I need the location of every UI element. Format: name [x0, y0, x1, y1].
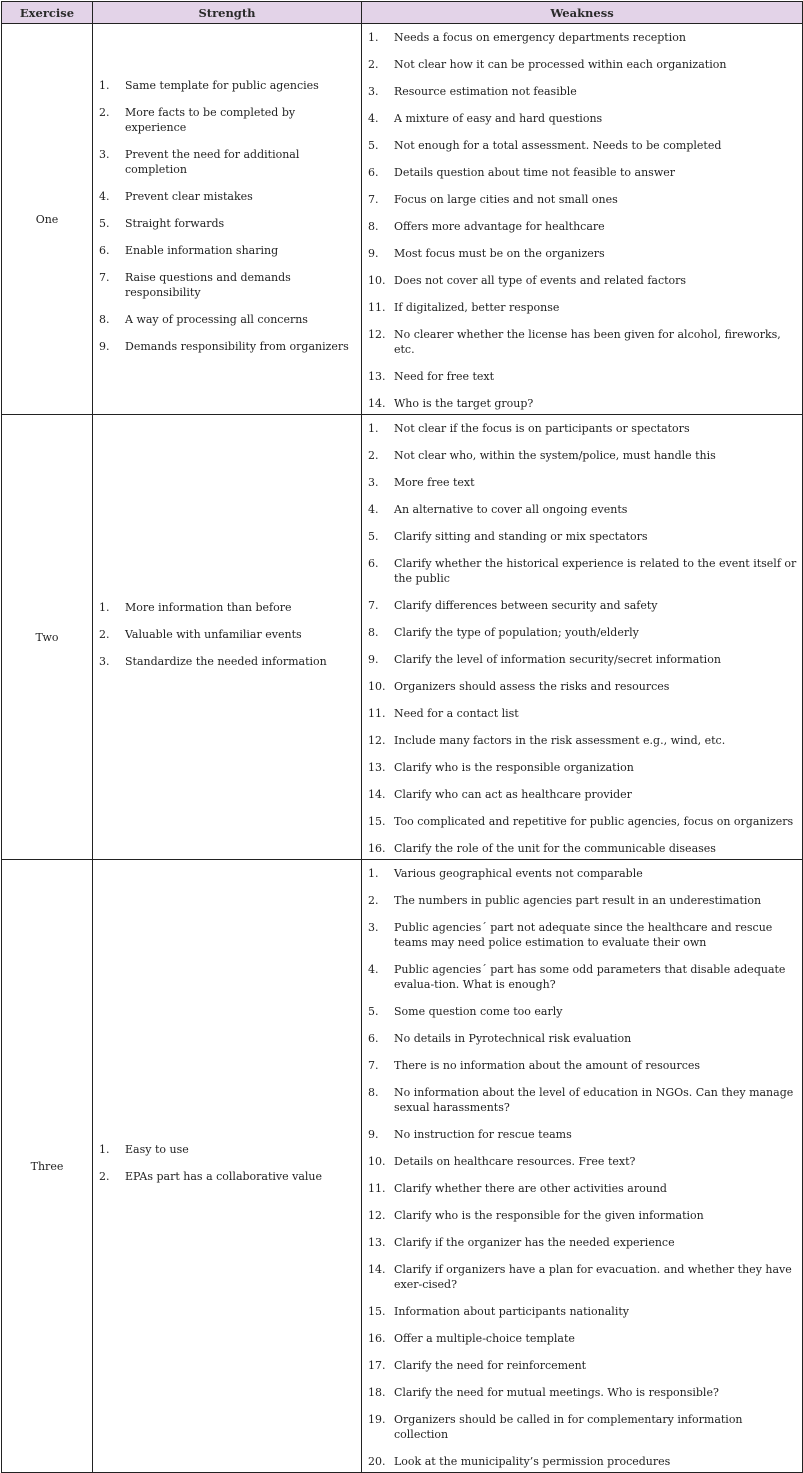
item-number: 7.: [368, 193, 379, 206]
weakness-item: [368, 893, 798, 908]
item-text: Clarify the role of the unit for the communicable diseases: [394, 842, 716, 855]
weakness-item: [368, 1031, 798, 1046]
item-text: Offer a multiple-choice template: [394, 1332, 575, 1345]
table-row: [2, 24, 803, 415]
weakness-item: [368, 598, 798, 613]
item-text: The numbers in public agencies part result in an underestimation: [394, 894, 762, 907]
item-number: 3.: [368, 476, 379, 489]
weakness-item: [368, 219, 798, 234]
weakness-item: [368, 1262, 798, 1292]
table-row: [2, 860, 803, 1473]
item-number: 11.: [368, 1182, 386, 1195]
item-text: Clarify the type of population; youth/elderly: [394, 626, 639, 639]
weakness-item: [368, 1181, 798, 1196]
strength-list: [99, 78, 357, 354]
weakness-item: [368, 448, 798, 463]
item-number: 18.: [368, 1386, 386, 1399]
item-text: Does not cover all type of events and related factors: [394, 274, 687, 287]
strength-item: [99, 600, 357, 615]
item-text: Resource estimation not feasible: [394, 85, 577, 98]
item-number: 9.: [368, 653, 379, 666]
item-text: Enable information sharing: [125, 244, 279, 257]
weakness-cell: [362, 860, 803, 1473]
item-number: 2.: [368, 449, 379, 462]
item-number: 2.: [99, 106, 110, 119]
item-number: 11.: [368, 707, 386, 720]
strength-item: [99, 1142, 357, 1157]
item-text: No clearer whether the license has been given for alcohol, fireworks, etc.: [394, 328, 781, 356]
item-text: Prevent the need for additional completion: [125, 148, 300, 176]
strength-item: [99, 189, 357, 204]
item-text: Most focus must be on the organizers: [394, 247, 605, 260]
item-number: 5.: [368, 1005, 379, 1018]
item-text: An alternative to cover all ongoing events: [394, 503, 628, 516]
item-number: 17.: [368, 1359, 386, 1372]
item-number: 10.: [368, 1155, 386, 1168]
item-text: More free text: [394, 476, 475, 489]
strength-cell: [93, 860, 362, 1473]
item-text: There is no information about the amount of resources: [394, 1059, 701, 1072]
item-number: 12.: [368, 328, 386, 341]
item-number: 10.: [368, 680, 386, 693]
item-text: Clarify who is the responsible organization: [394, 761, 634, 774]
item-text: Organizers should assess the risks and resources: [394, 680, 670, 693]
item-number: 3.: [368, 85, 379, 98]
item-text: Easy to use: [125, 1143, 189, 1156]
weakness-item: [368, 1058, 798, 1073]
weakness-list: [368, 30, 798, 411]
weakness-item: [368, 787, 798, 802]
item-text: A mixture of easy and hard questions: [394, 112, 603, 125]
exercise-cell: Three: [2, 860, 93, 1473]
weakness-item: [368, 866, 798, 881]
item-text: Clarify the need for reinforcement: [394, 1359, 587, 1372]
header-weakness: Weakness: [362, 2, 803, 24]
item-text: Clarify who is the responsible for the given information: [394, 1209, 704, 1222]
weakness-list: [368, 866, 798, 1469]
weakness-item: [368, 273, 798, 288]
weakness-item: [368, 1235, 798, 1250]
weakness-cell: [362, 24, 803, 415]
item-number: 10.: [368, 274, 386, 287]
weakness-item: [368, 138, 798, 153]
item-number: 12.: [368, 1209, 386, 1222]
item-text: Offers more advantage for healthcare: [394, 220, 605, 233]
weakness-item: [368, 1154, 798, 1169]
item-number: 1.: [368, 867, 379, 880]
item-text: Focus on large cities and not small ones: [394, 193, 618, 206]
item-number: 2.: [368, 58, 379, 71]
item-number: 1.: [368, 31, 379, 44]
weakness-item: [368, 246, 798, 261]
item-text: Some question come too early: [394, 1005, 563, 1018]
item-number: 12.: [368, 734, 386, 747]
item-number: 7.: [368, 599, 379, 612]
item-number: 3.: [99, 148, 110, 161]
item-number: 3.: [368, 921, 379, 934]
item-number: 5.: [99, 217, 110, 230]
item-number: 1.: [368, 422, 379, 435]
item-text: Needs a focus on emergency departments reception: [394, 31, 686, 44]
weakness-item: [368, 111, 798, 126]
item-text: Look at the municipality’s permission procedures: [394, 1455, 671, 1468]
header-row: [2, 2, 803, 24]
item-text: Need for free text: [394, 370, 495, 383]
weakness-item: [368, 529, 798, 544]
weakness-item: [368, 962, 798, 992]
item-text: Clarify whether the historical experience is related to the event itself or the public: [394, 557, 797, 585]
item-number: 5.: [368, 139, 379, 152]
item-text: Clarify sitting and standing or mix spectators: [394, 530, 648, 543]
strength-item: [99, 216, 357, 231]
item-text: EPAs part has a collaborative value: [125, 1170, 323, 1183]
weakness-item: [368, 502, 798, 517]
item-text: Various geographical events not comparable: [394, 867, 643, 880]
item-text: Clarify the need for mutual meetings. Who is responsible?: [394, 1386, 719, 1399]
item-number: 6.: [368, 557, 379, 570]
item-text: No details in Pyrotechnical risk evaluation: [394, 1032, 632, 1045]
item-text: Clarify if the organizer has the needed experience: [394, 1236, 675, 1249]
item-number: 13.: [368, 761, 386, 774]
weakness-item: [368, 733, 798, 748]
item-text: A way of processing all concerns: [125, 313, 308, 326]
item-text: Straight forwards: [125, 217, 225, 230]
item-text: Raise questions and demands responsibility: [125, 271, 291, 299]
item-number: 19.: [368, 1413, 386, 1426]
item-number: 8.: [99, 313, 110, 326]
item-number: 4.: [368, 112, 379, 125]
weakness-item: [368, 84, 798, 99]
item-number: 8.: [368, 220, 379, 233]
item-number: 1.: [99, 600, 110, 614]
item-number: 1.: [99, 79, 110, 92]
item-text: Public agencies´ part has some odd parameters that disable adequate evalua-tion. What is enough?: [394, 963, 786, 991]
strength-item: [99, 312, 357, 327]
item-number: 3.: [99, 654, 110, 668]
item-text: If digitalized, better response: [394, 301, 560, 314]
weakness-item: [368, 760, 798, 775]
weakness-item: [368, 841, 798, 856]
weakness-item: [368, 1385, 798, 1400]
item-number: 6.: [99, 244, 110, 257]
item-number: 9.: [368, 247, 379, 260]
item-text: Demands responsibility from organizers: [125, 340, 349, 353]
item-number: 4.: [368, 963, 379, 976]
item-number: 6.: [368, 166, 379, 179]
item-text: Clarify who can act as healthcare provider: [394, 788, 632, 801]
weakness-item: [368, 1004, 798, 1019]
item-number: 4.: [99, 190, 110, 203]
header-exercise: Exercise: [2, 2, 93, 24]
item-number: 13.: [368, 1236, 386, 1249]
item-number: 14.: [368, 788, 386, 801]
weakness-list: [368, 421, 798, 856]
weakness-item: [368, 192, 798, 207]
strength-item: [99, 627, 357, 642]
item-text: Same template for public agencies: [125, 79, 319, 92]
weakness-item: [368, 706, 798, 721]
item-number: 9.: [99, 340, 110, 353]
item-text: Public agencies´ part not adequate since the healthcare and rescue teams may need police estimation to evaluate their own: [394, 921, 773, 949]
item-number: 11.: [368, 301, 386, 314]
strength-cell: [93, 415, 362, 860]
weakness-item: [368, 1358, 798, 1373]
strength-item: [99, 654, 357, 669]
item-text: Clarify differences between security and safety: [394, 599, 658, 612]
exercise-cell: Two: [2, 415, 93, 860]
weakness-item: [368, 1412, 798, 1442]
weakness-item: [368, 1208, 798, 1223]
item-number: 4.: [368, 503, 379, 516]
table-row: [2, 415, 803, 860]
strength-item: [99, 339, 357, 354]
item-number: 5.: [368, 530, 379, 543]
item-text: Valuable with unfamiliar events: [125, 627, 302, 641]
strength-item: [99, 243, 357, 258]
weakness-item: [368, 814, 798, 829]
weakness-item: [368, 57, 798, 72]
item-text: Clarify whether there are other activities around: [394, 1182, 667, 1195]
weakness-item: [368, 327, 798, 357]
weakness-item: [368, 421, 798, 436]
strength-item: [99, 147, 357, 177]
item-number: 8.: [368, 626, 379, 639]
item-text: Clarify the level of information security/secret information: [394, 653, 721, 666]
strength-list: [99, 600, 357, 669]
item-text: Too complicated and repetitive for public agencies, focus on organizers: [394, 815, 794, 828]
strength-item: [99, 105, 357, 135]
weakness-item: [368, 1127, 798, 1142]
weakness-item: [368, 300, 798, 315]
weakness-item: [368, 396, 798, 411]
strength-weakness-table: [1, 1, 803, 1473]
weakness-item: [368, 556, 798, 586]
item-number: 14.: [368, 397, 386, 410]
item-text: Standardize the needed information: [125, 654, 327, 668]
item-text: Not clear if the focus is on participants or spectators: [394, 422, 690, 435]
item-text: Not clear how it can be processed within each organization: [394, 58, 727, 71]
weakness-cell: [362, 415, 803, 860]
weakness-item: [368, 679, 798, 694]
strength-item: [99, 78, 357, 93]
weakness-item: [368, 1304, 798, 1319]
item-text: Not clear who, within the system/police, must handle this: [394, 449, 716, 462]
item-text: Information about participants nationality: [394, 1305, 629, 1318]
item-number: 7.: [99, 271, 110, 284]
item-number: 2.: [99, 627, 110, 641]
strength-item: [99, 270, 357, 300]
weakness-item: [368, 652, 798, 667]
exercise-cell: One: [2, 24, 93, 415]
item-number: 1.: [99, 1143, 110, 1156]
weakness-item: [368, 30, 798, 45]
item-number: 8.: [368, 1086, 379, 1099]
item-text: Organizers should be called in for complementary information collection: [394, 1413, 743, 1441]
item-number: 14.: [368, 1263, 386, 1276]
item-text: Prevent clear mistakes: [125, 190, 253, 203]
item-text: Clarify if organizers have a plan for evacuation. and whether they have exer-cised?: [394, 1263, 792, 1291]
strength-item: [99, 1169, 357, 1184]
header-strength: Strength: [93, 2, 362, 24]
item-number: 16.: [368, 842, 386, 855]
weakness-item: [368, 920, 798, 950]
item-text: No information about the level of education in NGOs. Can they manage sexual harassments?: [394, 1086, 794, 1114]
item-text: Who is the target group?: [394, 397, 534, 410]
item-number: 13.: [368, 370, 386, 383]
weakness-item: [368, 475, 798, 490]
item-text: Need for a contact list: [394, 707, 519, 720]
item-number: 15.: [368, 1305, 386, 1318]
item-number: 15.: [368, 815, 386, 828]
item-number: 2.: [99, 1170, 110, 1183]
strength-cell: [93, 24, 362, 415]
weakness-item: [368, 369, 798, 384]
weakness-item: [368, 1454, 798, 1469]
item-text: Include many factors in the risk assessment e.g., wind, etc.: [394, 734, 726, 747]
item-text: Details on healthcare resources. Free text?: [394, 1155, 636, 1168]
weakness-item: [368, 1331, 798, 1346]
item-text: Not enough for a total assessment. Needs to be completed: [394, 139, 722, 152]
weakness-item: [368, 165, 798, 180]
weakness-item: [368, 625, 798, 640]
item-text: Details question about time not feasible to answer: [394, 166, 676, 179]
weakness-item: [368, 1085, 798, 1115]
item-number: 7.: [368, 1059, 379, 1072]
strength-list: [99, 1142, 357, 1184]
item-number: 2.: [368, 894, 379, 907]
item-text: More information than before: [125, 600, 292, 614]
item-text: No instruction for rescue teams: [394, 1128, 572, 1141]
item-number: 6.: [368, 1032, 379, 1045]
item-number: 16.: [368, 1332, 386, 1345]
item-text: More facts to be completed by experience: [125, 106, 296, 134]
item-number: 20.: [368, 1455, 386, 1468]
item-number: 9.: [368, 1128, 379, 1141]
